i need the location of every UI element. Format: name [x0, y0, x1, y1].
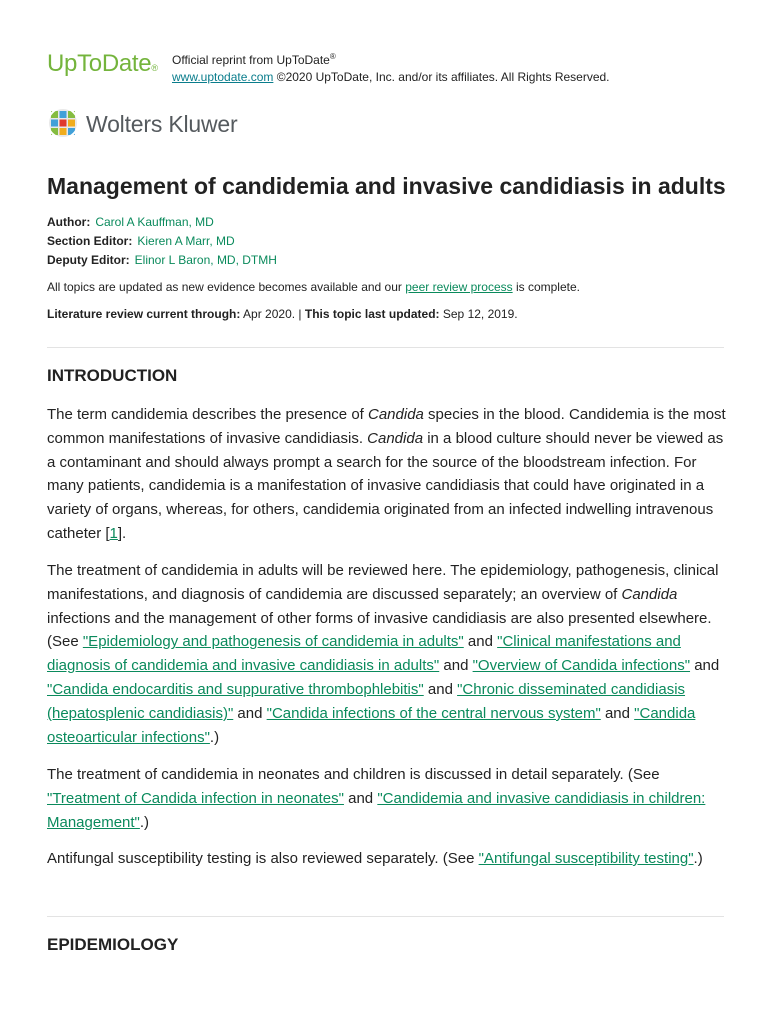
section-editor-row: [47, 232, 277, 251]
topic-link-susceptibility[interactable]: "Antifungal susceptibility testing": [478, 850, 694, 867]
lit-review-label: Literature review current through:: [47, 307, 241, 321]
publisher-name: Wolters Kluwer: [86, 111, 238, 137]
deputy-editor-row: [47, 251, 277, 270]
intro-paragraph-3: The treatment of candidemia in neonates and children is discussed in detail separately. (See "Treatment of Candida infection in neonates" and "Candidemia and invasive candidiasis in children: Management".): [47, 766, 706, 831]
article-credits: [47, 213, 277, 270]
last-updated-value: Sep 12, 2019.: [439, 307, 518, 321]
topic-link-overview-candida[interactable]: "Overview of Candida infections": [472, 657, 691, 675]
reprint-notice: Official reprint from UpToDate® www.uptodate.com ©2020 UpToDate, Inc. and/or its affiliates. All Rights Reserved.: [172, 52, 610, 84]
review-dates: [47, 305, 518, 323]
deputy-editor-label: Deputy Editor:: [47, 253, 130, 267]
update-note: All topics are updated as new evidence becomes available and our peer review process is complete.: [47, 280, 580, 294]
uptodate-logo: UpToDate®: [47, 50, 158, 77]
topic-link-cns-infections[interactable]: "Candida infections of the central nervous system": [266, 704, 601, 722]
epidemiology-heading: EPIDEMIOLOGY: [47, 935, 179, 954]
intro-paragraph-1: The term candidemia describes the presence of Candida species in the blood. Candidemia is the most common manifestations of invasive candidiasis. Candida in a blood culture should never be viewed as a contaminant and should always prompt a search for the source of the bloodstream infection. For many patients, candidemia is a manifestation of invasive candidiasis that could have originated in a variety of organs, whereas, for others, candidemia originated from an infected indwelling intravenous catheter [1].: [47, 406, 726, 542]
topic-link-children-management[interactable]: "Candidemia and invasive candidiasis in children: Management": [47, 789, 706, 831]
author-label: Author:: [47, 215, 91, 229]
introduction-heading: INTRODUCTION: [47, 366, 178, 385]
reprint-header: [47, 47, 737, 84]
section-editor-label: Section Editor:: [47, 234, 133, 248]
topic-link-chronic-disseminated[interactable]: "Chronic disseminated candidiasis (hepatosplenic candidiasis)": [47, 680, 686, 722]
reprint-line: Official reprint from UpToDate: [172, 53, 330, 67]
intro-paragraph-4: Antifungal susceptibility testing is also reviewed separately. (See "Antifungal susceptibility testing".): [47, 850, 703, 867]
uptodate-site-link[interactable]: www.uptodate.com: [172, 70, 274, 84]
reference-link-1[interactable]: 1: [109, 524, 118, 542]
author-row: [47, 213, 277, 232]
divider: [47, 347, 724, 348]
topic-link-neonates[interactable]: "Treatment of Candida infection in neonates": [47, 789, 344, 807]
section-editor-link[interactable]: Kieren A Marr, MD: [137, 234, 235, 248]
topic-link-epidemiology[interactable]: "Epidemiology and pathogenesis of candidemia in adults": [82, 633, 464, 651]
topic-link-osteoarticular[interactable]: "Candida osteoarticular infections": [47, 704, 696, 746]
intro-paragraph-2: The treatment of candidemia in adults will be reviewed here. The epidemiology, pathogenesis, clinical manifestations, and diagnosis of candidemia are discussed separately; an overview of Candida infections and the management of other forms of invasive candidiasis are also presented elsewhere. (See "Epidemiology and pathogenesis of candidemia in adults" and "Clinical manifestations and diagnosis of candidemia and invasive candidiasis in adults" and "Overview of Candida infections" and "Candida endocarditis and suppurative thrombophlebitis" and "Chronic disseminated candidiasis (hepatosplenic candidiasis)" and "Candida infections of the central nervous system" and "Candida osteoarticular infections".): [47, 562, 720, 746]
wolters-kluwer-mark-icon: [47, 107, 79, 139]
deputy-editor-link[interactable]: Elinor L Baron, MD, DTMH: [134, 253, 277, 267]
topic-link-candida-endocarditis[interactable]: "Candida endocarditis and suppurative thrombophlebitis": [47, 680, 424, 698]
peer-review-link[interactable]: peer review process: [405, 280, 513, 294]
last-updated-label: This topic last updated:: [304, 307, 440, 321]
article-title: Management of candidemia and invasive candidiasis in adults: [47, 173, 726, 199]
divider: [47, 916, 724, 917]
copyright-text: ©2020 UpToDate, Inc. and/or its affiliates. All Rights Reserved.: [273, 70, 610, 84]
lit-review-value: Apr 2020. |: [240, 307, 305, 321]
wolters-kluwer-logo: [47, 107, 247, 139]
author-link[interactable]: Carol A Kauffman, MD: [95, 215, 214, 229]
topic-link-clinical-manifestations[interactable]: "Clinical manifestations and diagnosis of candidemia and invasive candidiasis in adults": [47, 633, 681, 675]
